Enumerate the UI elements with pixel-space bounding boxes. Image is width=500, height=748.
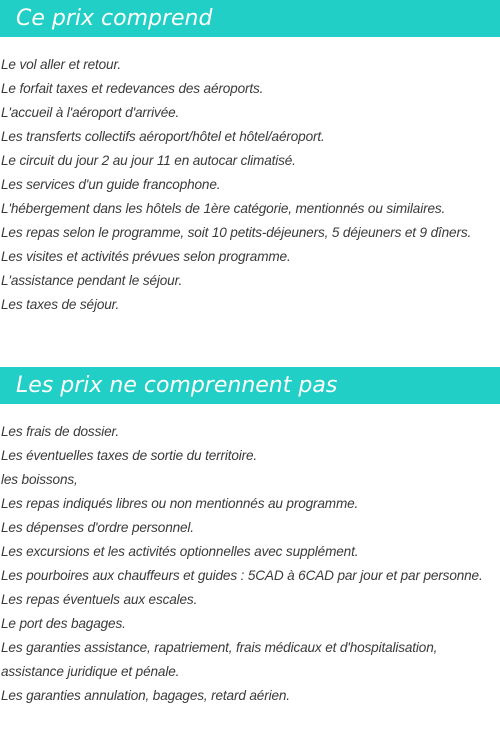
list-item: Les taxes de séjour. xyxy=(1,297,120,312)
list-item: Les services d'un guide francophone. xyxy=(1,177,221,192)
list-item: L'accueil à l'aéroport d'arrivée. xyxy=(1,105,180,120)
list-item: Le vol aller et retour. xyxy=(1,57,121,72)
included-items-list xyxy=(0,53,500,317)
list-item: Le forfait taxes et redevances des aéroports. xyxy=(1,81,264,96)
excluded-items-list xyxy=(0,420,500,708)
list-item: Les éventuelles taxes de sortie du territoire. xyxy=(1,448,258,463)
list-item: Les visites et activités prévues selon programme. xyxy=(1,249,291,264)
section-title-included: Ce prix comprend xyxy=(0,0,500,37)
list-item: Les repas selon le programme, soit 10 petits-déjeuners, 5 déjeuners et 9 dîners. xyxy=(1,225,472,240)
list-item: Les transferts collectifs aéroport/hôtel et hôtel/aéroport. xyxy=(1,129,325,144)
list-item: Les dépenses d'ordre personnel. xyxy=(1,520,194,535)
list-item: les boissons, xyxy=(1,472,78,487)
list-item: L'hébergement dans les hôtels de 1ère catégorie, mentionnés ou similaires. xyxy=(1,201,446,216)
list-item: Les repas éventuels aux escales. xyxy=(1,592,198,607)
list-item: Les repas indiqués libres ou non mentionnés au programme. xyxy=(1,496,359,511)
list-item: Le port des bagages. xyxy=(1,616,126,631)
list-item: Les garanties assistance, rapatriement, frais médicaux et d'hospitalisation, assistance juridique et pénale. xyxy=(1,640,438,679)
list-item: Les pourboires aux chauffeurs et guides : 5CAD à 6CAD par jour et par personne. xyxy=(1,568,483,583)
list-item: Le circuit du jour 2 au jour 11 en autocar climatisé. xyxy=(1,153,296,168)
list-item: Les frais de dossier. xyxy=(1,424,119,439)
list-item: Les excursions et les activités optionnelles avec supplément. xyxy=(1,544,359,559)
list-item: Les garanties annulation, bagages, retard aérien. xyxy=(1,688,290,703)
list-item: L'assistance pendant le séjour. xyxy=(1,273,183,288)
section-title-excluded: Les prix ne comprennent pas xyxy=(0,367,500,404)
